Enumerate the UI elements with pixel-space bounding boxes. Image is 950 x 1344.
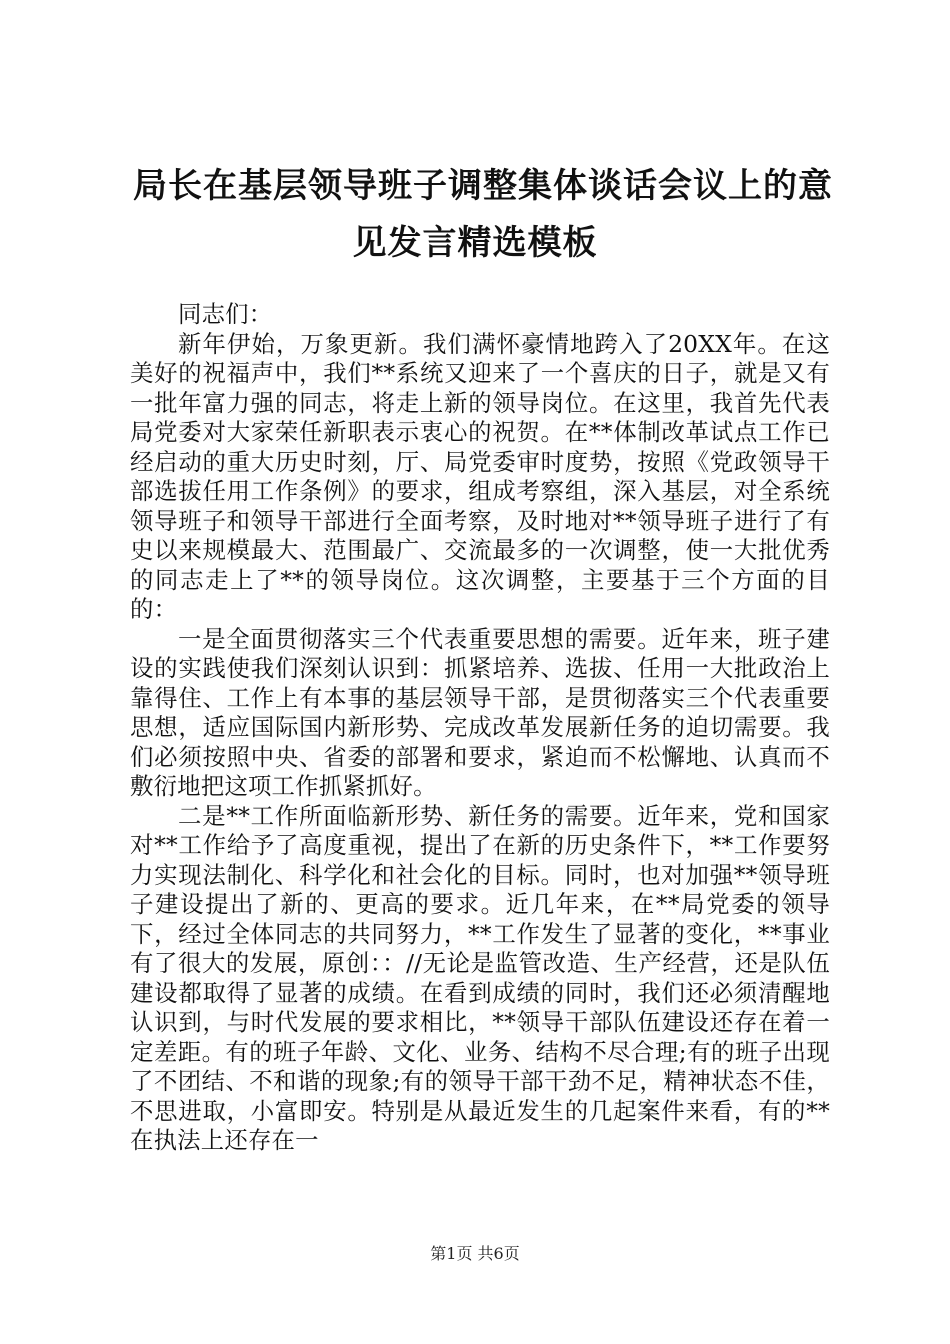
- body-paragraph: 一是全面贯彻落实三个代表重要思想的需要。近年来，班子建设的实践使我们深刻认识到：抓紧培养、选拔、任用一大批政治上靠得住、工作上有本事的基层领导干部，是贯彻落实三个代表重要思想，适应国际国内新形势、完成改革发展新任务的迫切需要。我们必须按照中央、省委的部署和要求，紧迫而不松懈地、认真而不敷衍地把这项工作抓紧抓好。: [130, 624, 830, 800]
- document-body: [130, 300, 830, 1156]
- body-paragraph: 新年伊始，万象更新。我们满怀豪情地跨入了20XX年。在这美好的祝福声中，我们**系统又迎来了一个喜庆的日子，就是又有一批年富力强的同志，将走上新的领导岗位。在这里，我首先代表局党委对大家荣任新职表示衷心的祝贺。在**体制改革试点工作已经启动的重大历史时刻，厅、局党委审时度势，按照《党政领导干部选拔任用工作条例》的要求，组成考察组，深入基层，对全系统领导班子和领导干部进行全面考察，及时地对**领导班子进行了有史以来规模最大、范围最广、交流最多的一次调整，使一大批优秀的同志走上了**的领导岗位。这次调整，主要基于三个方面的目的：: [130, 329, 830, 623]
- page-footer: 第1页 共6页: [430, 1244, 520, 1263]
- body-paragraph: 二是**工作所面临新形势、新任务的需要。近年来，党和国家对**工作给予了高度重视，提出了在新的历史条件下，**工作要努力实现法制化、科学化和社会化的目标。同时，也对加强**领导班子建设提出了新的、更高的要求。近几年来，在**局党委的领导下，经过全体同志的共同努力，**工作发生了显著的变化，**事业有了很大的发展，原创：：//无论是监管改造、生产经营，还是队伍建设都取得了显著的成绩。在看到成绩的同时，我们还必须清醒地认识到，与时代发展的要求相比，**领导干部队伍建设还存在着一定差距。有的班子年龄、文化、业务、结构不尽合理;有的班子出现了不团结、不和谐的现象;有的领导干部干劲不足，精神状态不佳，不思进取，小富即安。特别是从最近发生的几起案件来看，有的**在执法上还存在一: [130, 801, 830, 1154]
- salutation-paragraph: 同志们：: [178, 300, 273, 328]
- document-title: 局长在基层领导班子调整集体谈话会议上的意见发言精选模板: [133, 166, 833, 263]
